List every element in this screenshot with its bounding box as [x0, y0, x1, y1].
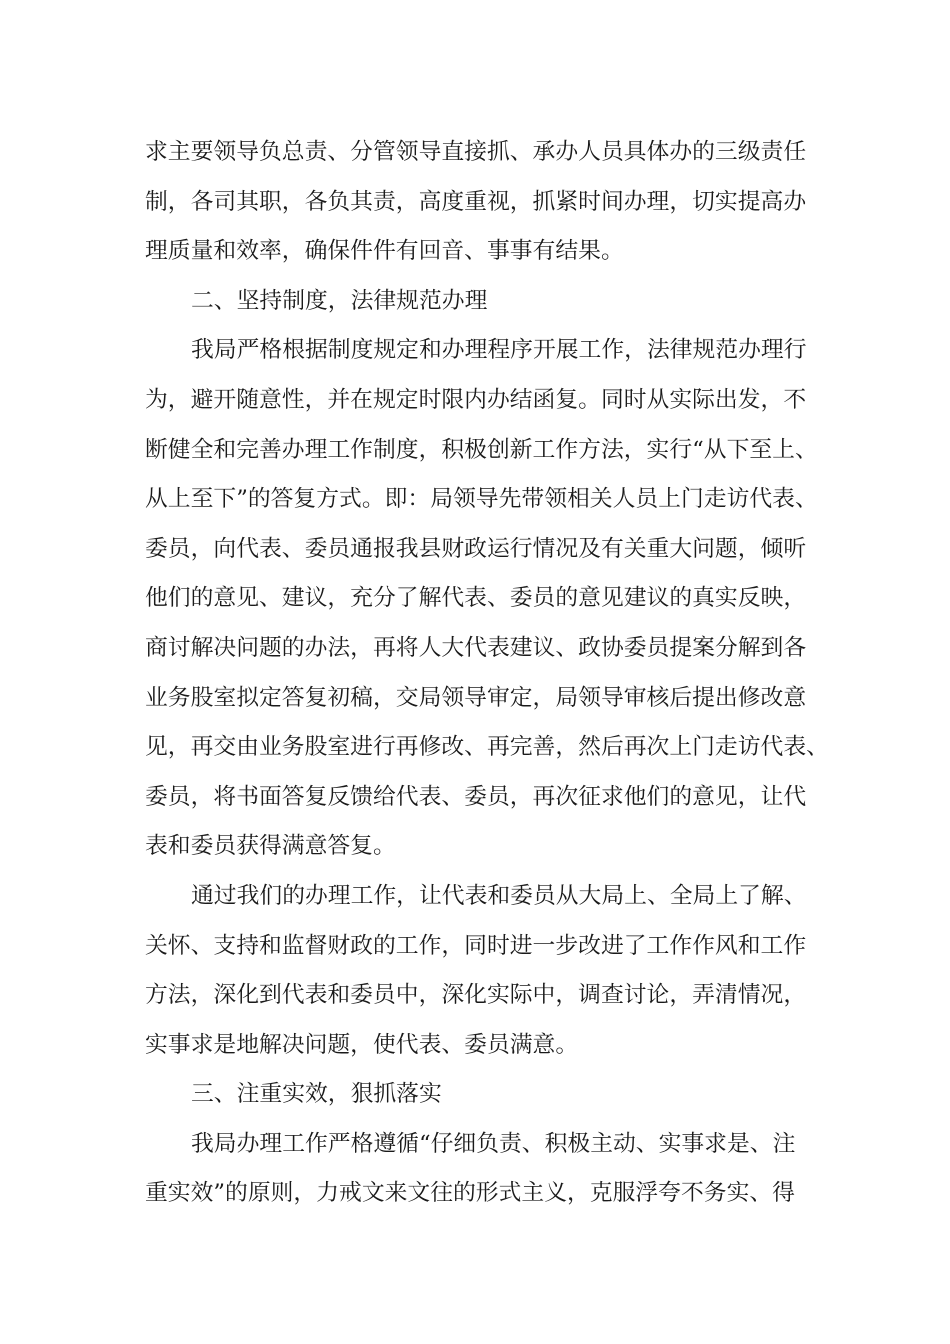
paragraph-principles: [145, 1120, 825, 1219]
text-line: 我局办理工作严格遵循“仔细负责、积极主动、实事求是、注: [191, 1130, 796, 1157]
text-line: 业务股室拟定答复初稿，交局领导审定，局领导审核后提出修改意: [145, 684, 807, 711]
paragraph-procedure: [145, 326, 829, 872]
text-line: 见，再交由业务股室进行再修改、再完善，然后再次上门走访代表、: [145, 734, 829, 761]
text-line: 断健全和完善办理工作制度，积极创新工作方法，实行“从下至上、: [145, 436, 818, 463]
heading-line: 二、坚持制度，法律规范办理: [191, 287, 488, 314]
section-heading-3: [145, 1070, 825, 1120]
heading-line: 三、注重实效，狠抓落实: [191, 1081, 442, 1108]
text-line: 求主要领导负总责、分管领导直接抓、承办人员具体办的三级责任: [145, 139, 807, 165]
paragraph-results: [145, 872, 825, 1070]
text-line: 实事求是地解决问题，使代表、委员满意。: [145, 1031, 579, 1058]
text-line: 方法，深化到代表和委员中，深化实际中，调查讨论，弄清情况，: [145, 982, 807, 1009]
text-line: 通过我们的办理工作，让代表和委员从大局上、全局上了解、: [191, 882, 807, 909]
text-line: 制，各司其职，各负其责，高度重视，抓紧时间办理，切实提高办: [145, 188, 807, 215]
text-line: 委员，将书面答复反馈给代表、委员，再次征求他们的意见，让代: [145, 783, 807, 810]
section-heading-2: [145, 277, 825, 327]
text-line: 表和委员获得满意答复。: [145, 833, 396, 860]
text-line: 我局严格根据制度规定和办理程序开展工作，法律规范办理行: [191, 337, 807, 364]
document-body: [145, 128, 829, 1219]
text-line: 从上至下”的答复方式。即：局领导先带领相关人员上门走访代表、: [145, 486, 818, 513]
paragraph-continuation: [145, 128, 825, 277]
text-line: 商讨解决问题的办法，再将人大代表建议、政协委员提案分解到各: [145, 634, 807, 661]
text-line: 关怀、支持和监督财政的工作，同时进一步改进了工作作风和工作: [145, 932, 807, 959]
text-line: 为，避开随意性，并在规定时限内办结函复。同时从实际出发，不: [145, 386, 807, 413]
text-line: 委员，向代表、委员通报我县财政运行情况及有关重大问题，倾听: [145, 535, 807, 562]
text-line: 重实效”的原则，力戒文来文往的形式主义，克服浮夸不务实、得: [145, 1180, 795, 1207]
text-line: 理质量和效率，确保件件有回音、事事有结果。: [145, 238, 624, 265]
text-line: 他们的意见、建议，充分了解代表、委员的意见建议的真实反映，: [145, 585, 807, 612]
